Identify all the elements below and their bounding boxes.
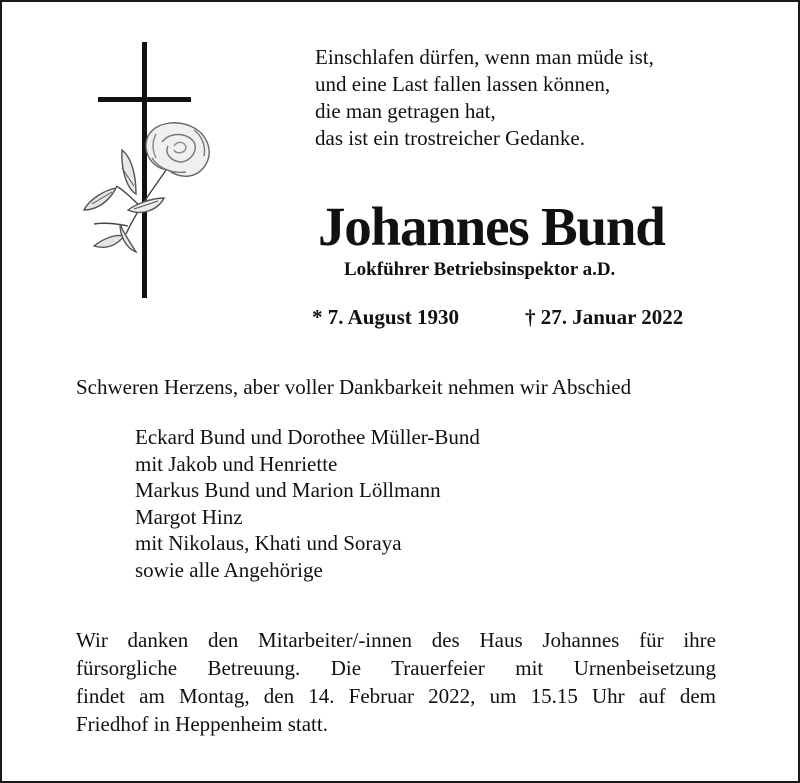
closing-line: fürsorgliche Betreuung. Die Trauerfeier mit Urnenbeisetzung	[76, 656, 716, 680]
closing-line: findet am Montag, den 14. Februar 2022, um 15.15 Uhr auf dem	[76, 684, 716, 708]
closing-paragraph	[76, 626, 716, 738]
deceased-name: Johannes Bund	[318, 196, 665, 257]
farewell-line: Schweren Herzens, aber voller Dankbarkeit nehmen wir Abschied	[76, 375, 632, 399]
deceased-occupation: Lokführer Betriebsinspektor a.D.	[344, 259, 616, 280]
mourner-line: Margot Hinz	[135, 504, 243, 529]
cross-rose-emblem	[76, 38, 226, 304]
poem-line: Einschlafen dürfen, wenn man müde ist,	[315, 45, 654, 69]
mourners-list	[135, 424, 695, 583]
poem-line: das ist ein trostreicher Gedanke.	[315, 126, 585, 150]
mourner-line: sowie alle Angehörige	[135, 557, 323, 582]
closing-line: Friedhof in Heppenheim statt.	[76, 712, 328, 736]
poem-line: die man getragen hat,	[315, 99, 496, 123]
death-date: † 27. Januar 2022	[525, 305, 684, 329]
mourner-line: Eckard Bund und Dorothee Müller-Bund	[135, 425, 480, 449]
closing-line: Wir danken den Mitarbeiter/-innen des Haus Johannes für ihre	[76, 628, 716, 652]
poem-line: und eine Last fallen lassen können,	[315, 72, 611, 96]
mourner-line: Markus Bund und Marion Löllmann	[135, 478, 441, 502]
poem	[315, 44, 775, 152]
birth-date: * 7. August 1930	[312, 305, 460, 329]
mourner-line: mit Nikolaus, Khati und Soraya	[135, 531, 402, 555]
mourner-line: mit Jakob und Henriette	[135, 451, 338, 476]
